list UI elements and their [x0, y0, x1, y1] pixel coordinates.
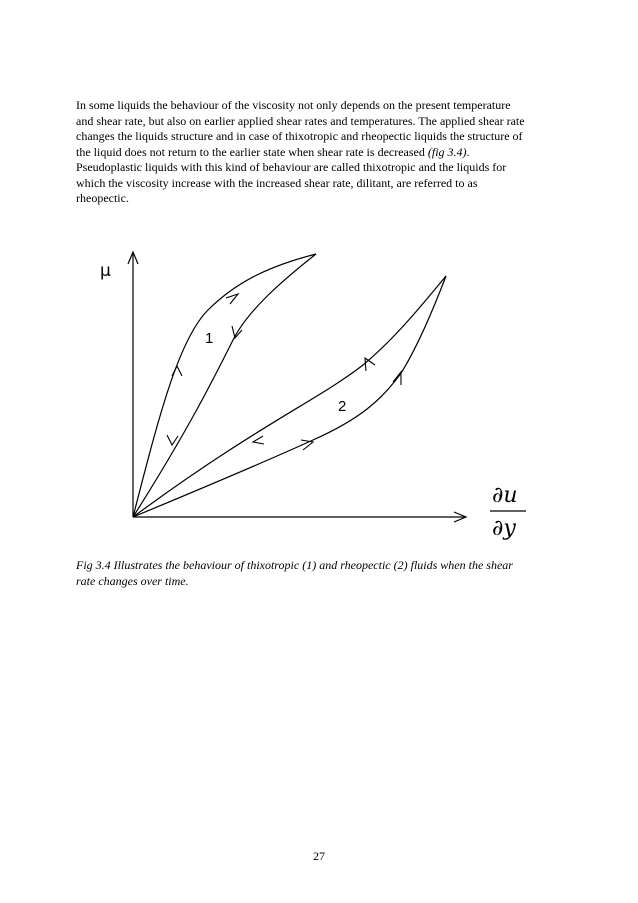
- page-number: 27: [313, 849, 325, 863]
- paragraph-line: rheopectic.: [76, 191, 129, 205]
- curve-2-down-arrow-a: [365, 358, 375, 371]
- curve-1-down: [133, 254, 316, 517]
- figure-reference-period: .: [466, 144, 470, 159]
- curve-2-down: [133, 276, 446, 517]
- x-axis-label-denominator: ∂y: [492, 516, 516, 541]
- curve-2-label: 2: [338, 398, 347, 415]
- body-paragraph: [76, 98, 566, 207]
- y-axis-label: μ: [100, 261, 111, 281]
- hysteresis-diagram: [88, 240, 558, 540]
- curve-2-down-arrow-b: [253, 436, 264, 444]
- curve-1-up: [133, 254, 316, 517]
- paragraph-line: changes the liquids structure and in case of thixotropic and rheopectic liquids the structure of: [76, 129, 523, 143]
- paragraph-line: In some liquids the behaviour of the viscosity not only depends on the present temperature: [76, 98, 511, 112]
- x-axis-label-numerator: ∂u: [492, 483, 518, 508]
- paragraph-line: [76, 145, 566, 161]
- curve-1-up-arrow-b: [226, 294, 238, 304]
- figure-reference: (fig 3.4): [427, 144, 467, 159]
- caption-line: rate changes over time.: [76, 573, 189, 588]
- paragraph-line: which the viscosity increase with the increased shear rate, dilitant, are referred to as: [76, 175, 478, 190]
- curve-2-up: [133, 276, 446, 517]
- caption-line: Fig 3.4 Illustrates the behaviour of thixotropic (1) and rheopectic (2) fluids when the shear: [76, 558, 513, 572]
- paragraph-line-text: the liquid does not return to the earlier state when shear rate is decreased: [76, 144, 428, 159]
- figure-caption: [76, 558, 566, 589]
- curve-1-label: 1: [205, 330, 214, 347]
- curve-1-down-arrow-b: [167, 435, 178, 445]
- paragraph-line: Pseudoplastic liquids with this kind of behaviour are called thixotropic and the liquids for: [76, 160, 507, 174]
- paragraph-line: and shear rate, but also on earlier applied shear rates and temperatures. The applied shear rate: [76, 113, 525, 128]
- figure-3-4: [88, 240, 558, 540]
